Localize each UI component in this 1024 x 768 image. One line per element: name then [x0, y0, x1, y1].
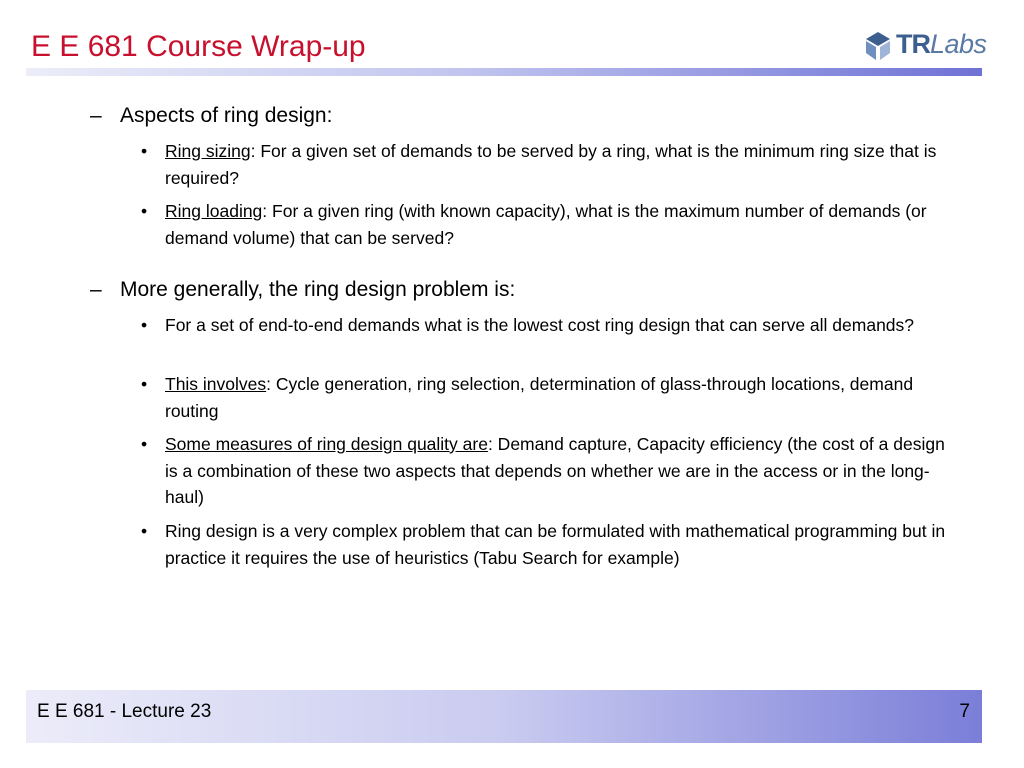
slide-title: E E 681 Course Wrap-up [31, 30, 366, 63]
logo-main: TR [896, 29, 930, 59]
dash-marker: – [90, 104, 102, 127]
title-underline-bar [26, 68, 982, 76]
trlabs-logo [862, 28, 987, 62]
bullet-marker: • [141, 521, 148, 541]
bullet-term: This involves [165, 374, 267, 394]
bullet-text: Ring design is a very complex problem that can be formulated with mathematical programming but in practice it requires the use of heuristics (Tabu Search for example) [165, 521, 946, 568]
page-number: 7 [959, 701, 970, 722]
bullet-text: : Demand capture, Capacity efficiency (the cost of a design is a combination of these two aspects that depends on whether we are in the access or in the long-haul) [165, 434, 945, 507]
dash-marker: – [90, 278, 102, 301]
bullet-marker: • [141, 374, 148, 394]
bullet-marker: • [141, 434, 148, 454]
section-heading-text: More generally, the ring design problem is: [120, 278, 516, 301]
bullet-term: Ring sizing [165, 141, 251, 161]
bullet-marker: • [141, 201, 148, 221]
bullet-text: : For a given ring (with known capacity), what is the maximum number of demands (or demand volume) that can be served? [165, 201, 927, 248]
footer-bar [26, 690, 982, 743]
section-heading-text: Aspects of ring design: [120, 104, 333, 127]
bullet-marker: • [141, 315, 148, 335]
logo-sub: Labs [930, 29, 987, 59]
trlabs-logo-icon [862, 30, 894, 62]
bullet-term: Some measures of ring design quality are [165, 434, 488, 454]
bullet-text: : Cycle generation, ring selection, determination of glass-through locations, demand routing [165, 374, 914, 421]
logo-wordmark [896, 29, 987, 60]
bullet-marker: • [141, 141, 148, 161]
bullet-text: For a set of end-to-end demands what is the lowest cost ring design that can serve all demands? [165, 315, 915, 335]
bullet-text: : For a given set of demands to be served by a ring, what is the minimum ring size that is required? [165, 141, 937, 188]
footer-lecture-label: E E 681 - Lecture 23 [37, 701, 212, 722]
bullet-term: Ring loading [165, 201, 263, 221]
